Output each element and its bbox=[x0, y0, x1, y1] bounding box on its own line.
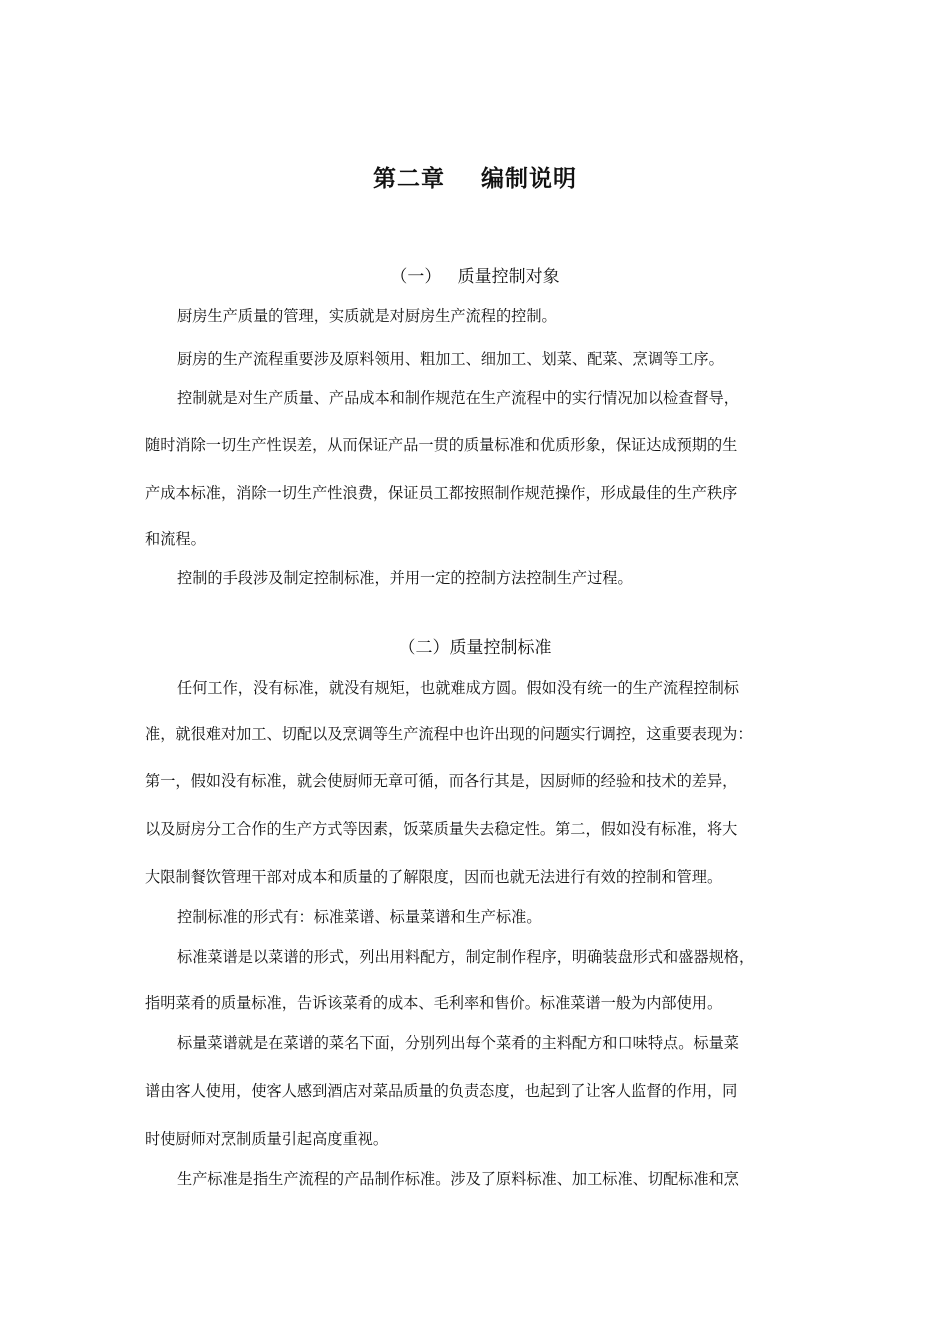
paragraph-line: 第一，假如没有标准，就会使厨师无章可循，而各行其是，因厨师的经验和技术的差异， bbox=[145, 772, 738, 790]
paragraph-line: 以及厨房分工合作的生产方式等因素，饭菜质量失去稳定性。第二，假如没有标准，将大 bbox=[145, 820, 738, 838]
paragraph-line: 厨房的生产流程重要涉及原料领用、粗加工、细加工、划菜、配菜、烹调等工序。 bbox=[177, 350, 724, 368]
paragraph-line: 标准菜谱是以菜谱的形式，列出用料配方，制定制作程序，明确装盘形式和盛器规格， bbox=[177, 948, 755, 966]
paragraph-line: 随时消除一切生产性误差，从而保证产品一贯的质量标准和优质形象，保证达成预期的生 bbox=[145, 436, 738, 454]
section-heading-1: （一） 质量控制对象 bbox=[390, 267, 560, 287]
paragraph-line: 准，就很难对加工、切配以及烹调等生产流程中也许出现的问题实行调控，这重要表现为： bbox=[145, 725, 753, 743]
chapter-title: 第二章 编制说明 bbox=[372, 166, 578, 192]
paragraph-line: 产成本标准，消除一切生产性浪费，保证员工都按照制作规范操作，形成最佳的生产秩序 bbox=[145, 484, 738, 502]
paragraph-line: 控制的手段涉及制定控制标准，并用一定的控制方法控制生产过程。 bbox=[177, 569, 633, 587]
paragraph-line: 时使厨师对烹制质量引起高度重视。 bbox=[145, 1130, 388, 1148]
paragraph-line: 大限制餐饮管理干部对成本和质量的了解限度，因而也就无法进行有效的控制和管理。 bbox=[145, 868, 723, 886]
paragraph-line: 和流程。 bbox=[145, 530, 206, 548]
paragraph-line: 任何工作，没有标准，就没有规矩，也就难成方圆。假如没有统一的生产流程控制标 bbox=[177, 679, 739, 697]
section-heading-2: （二）质量控制标准 bbox=[398, 638, 552, 658]
paragraph-line: 谱由客人使用，使客人感到酒店对菜品质量的负责态度，也起到了让客人监督的作用，同 bbox=[145, 1082, 738, 1100]
paragraph-line: 生产标准是指生产流程的产品制作标准。涉及了原料标准、加工标准、切配标准和烹 bbox=[177, 1170, 739, 1188]
paragraph-line: 厨房生产质量的管理，实质就是对厨房生产流程的控制。 bbox=[177, 307, 557, 325]
paragraph-line: 指明菜肴的质量标准，告诉该菜肴的成本、毛利率和售价。标准菜谱一般为内部使用。 bbox=[145, 994, 723, 1012]
paragraph-line: 控制就是对生产质量、产品成本和制作规范在生产流程中的实行情况加以检查督导， bbox=[177, 389, 739, 407]
paragraph-line: 标量菜谱就是在菜谱的菜名下面，分别列出每个菜肴的主料配方和口味特点。标量菜 bbox=[177, 1034, 739, 1052]
paragraph-line: 控制标准的形式有：标准菜谱、标量菜谱和生产标准。 bbox=[177, 908, 542, 926]
